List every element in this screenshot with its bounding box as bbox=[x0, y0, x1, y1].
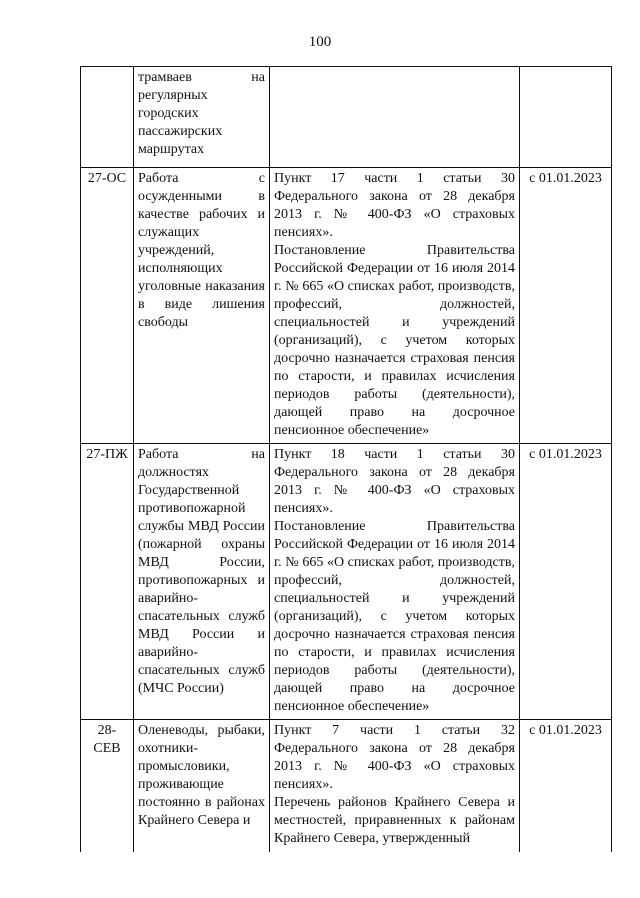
legal-basis-cell bbox=[270, 720, 520, 852]
legal-basis-cell bbox=[270, 168, 520, 444]
date-cell: с 01.01.2023 bbox=[520, 168, 612, 444]
table-row bbox=[81, 444, 612, 720]
legal-basis-paragraph: Постановление Правительства Российской Федерации от 16 июля 2014 г. № 665 «О списках работ, производств, профессий, должностей, специальностей и учреждений (организаций), с учетом которых досрочно назначается страховая пенсия по старости, и правилах исчисления периодов работы (деятельности), дающей право на досрочное пенсионное обеспечение» bbox=[274, 243, 515, 438]
legal-basis-paragraph: Перечень районов Крайнего Севера и местностей, приравненных к районам Крайнего Севера, утвержденный bbox=[274, 795, 515, 846]
legal-basis-cell bbox=[270, 444, 520, 720]
work-type-cell: Работа с осужденными в качестве рабочих и служащих учреждений, исполняющих уголовные наказания в виде лишения свободы bbox=[134, 168, 270, 444]
date-cell bbox=[520, 67, 612, 168]
work-type-cell: Работа на должностях Государственной противопожарной службы МВД России (пожарной охраны МВД России, противопожарных и аварийно-спасательных служб МВД России и аварийно-спасательных служб (МЧС России) bbox=[134, 444, 270, 720]
table-row bbox=[81, 67, 612, 168]
legal-basis-cell bbox=[270, 67, 520, 168]
work-type-cell: Оленеводы, рыбаки, охотники-промысловики, проживающие постоянно в районах Крайнего Севера и bbox=[134, 720, 270, 852]
row-code-cell: 27-ОС bbox=[81, 168, 134, 444]
document-table bbox=[80, 66, 612, 852]
legal-basis-paragraph: Пункт 17 части 1 статьи 30 Федерального закона от 28 декабря 2013 г. № 400-ФЗ «О страховых пенсиях». bbox=[274, 171, 515, 240]
legal-basis-paragraph: Пункт 7 части 1 статьи 32 Федерального закона от 28 декабря 2013 г. № 400-ФЗ «О страховых пенсиях». bbox=[274, 723, 515, 792]
page-number: 100 bbox=[308, 34, 332, 50]
row-code-cell bbox=[81, 67, 134, 168]
date-cell: с 01.01.2023 bbox=[520, 720, 612, 852]
date-cell: с 01.01.2023 bbox=[520, 444, 612, 720]
row-code-cell: 28-СЕВ bbox=[81, 720, 134, 852]
table-row bbox=[81, 720, 612, 852]
legal-basis-paragraph: Постановление Правительства Российской Федерации от 16 июля 2014 г. № 665 «О списках работ, производств, профессий, должностей, специальностей и учреждений (организаций), с учетом которых досрочно назначается страховая пенсия по старости, и правилах исчисления периодов работы (деятельности), дающей право на досрочное пенсионное обеспечение» bbox=[274, 519, 515, 714]
legal-basis-paragraph: Пункт 18 части 1 статьи 30 Федерального закона от 28 декабря 2013 г. № 400-ФЗ «О страховых пенсиях». bbox=[274, 447, 515, 516]
table-row bbox=[81, 168, 612, 444]
work-type-cell: трамваев на регулярных городских пассажирских маршрутах bbox=[134, 67, 270, 168]
row-code-cell: 27-ПЖ bbox=[81, 444, 134, 720]
